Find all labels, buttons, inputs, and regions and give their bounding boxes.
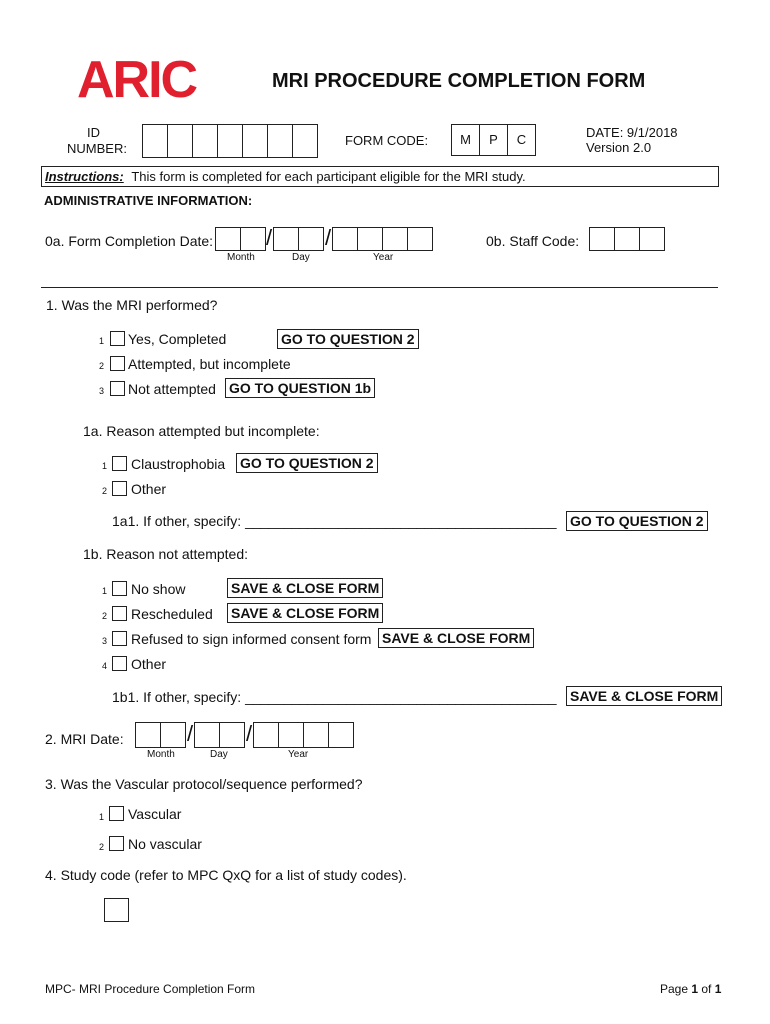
id-label-line1: ID [87,125,100,140]
q1b-rescheduled-label: Rescheduled [131,606,213,622]
q1a1-specify[interactable]: 1a1. If other, specify: ________________________________________ [112,513,557,529]
q1b-refused-label: Refused to sign informed consent form [131,631,372,647]
date-separator: / [325,225,332,250]
form-date: DATE: 9/1/2018 [586,125,678,140]
footer-page-number [660,982,721,996]
q1b-refused-save: SAVE & CLOSE FORM [378,628,534,648]
q1b-rescheduled-checkbox[interactable] [112,606,127,621]
q1-text: 1. Was the MRI performed? [46,297,218,313]
month-caption: Month [227,252,255,263]
staff-code-box[interactable] [614,227,640,251]
id-digit-box[interactable] [167,124,193,158]
id-digit-box[interactable] [292,124,318,158]
year-box[interactable] [382,227,408,251]
q1a1-goto-q2: GO TO QUESTION 2 [566,511,708,531]
q1b-opt1-num: 1 [102,586,108,596]
instructions-box [41,166,719,187]
q1-attempted-label: Attempted, but incomplete [128,356,291,372]
year-box[interactable] [332,227,358,251]
study-code-box[interactable] [104,898,129,922]
id-digit-box[interactable] [192,124,218,158]
id-label-line2: NUMBER: [67,141,127,156]
q0a-label: 0a. Form Completion Date: [45,233,214,249]
day-box[interactable] [298,227,324,251]
q1b-rescheduled-save: SAVE & CLOSE FORM [227,603,383,623]
q1b-no-show-checkbox[interactable] [112,581,127,596]
logo-text: ARIC [77,55,197,101]
q0b-label: 0b. Staff Code: [486,233,580,249]
q3-text: 3. Was the Vascular protocol/sequence performed? [45,776,363,792]
mri-month-caption: Month [147,749,175,760]
date-separator: / [266,225,273,250]
q1a-opt1-num: 1 [102,461,108,471]
mri-year-box[interactable] [328,722,354,748]
q3-no-vascular-checkbox[interactable] [109,836,124,851]
q1b1-save: SAVE & CLOSE FORM [566,686,722,706]
month-box[interactable] [240,227,266,251]
q1a-claustrophobia-checkbox[interactable] [112,456,127,471]
q4-text: 4. Study code (refer to MPC QxQ for a list of study codes). [45,867,407,883]
q1-goto-q1b: GO TO QUESTION 1b [225,378,375,398]
page-prefix: Page [660,982,692,996]
id-digit-box[interactable] [142,124,168,158]
day-box[interactable] [273,227,299,251]
form-code-box-c: C [507,124,536,156]
date-separator: / [187,721,194,746]
q1-opt2-num: 2 [99,361,105,371]
page-of: of [698,982,715,996]
year-caption: Year [373,252,394,263]
q1b1-specify[interactable]: 1b1. If other, specify: ________________________________________ [112,689,557,705]
staff-code-box[interactable] [589,227,615,251]
mri-year-box[interactable] [303,722,329,748]
date-separator: / [246,721,253,746]
q3-opt1-num: 1 [99,812,105,822]
q1b-no-show-save: SAVE & CLOSE FORM [227,578,383,598]
q3-vascular-checkbox[interactable] [109,806,124,821]
q1-not-attempted-label: Not attempted [128,381,216,397]
page-current: 1 [691,982,699,996]
q1-attempted-checkbox[interactable] [110,356,125,371]
q2-text: 2. MRI Date: [45,731,124,747]
mri-day-caption: Day [210,749,228,760]
footer-form-name: MPC- MRI Procedure Completion Form [45,982,256,996]
mri-year-caption: Year [288,749,309,760]
mri-day-box[interactable] [219,722,245,748]
q1a-goto-q2: GO TO QUESTION 2 [236,453,378,473]
q3-no-vascular-label: No vascular [128,836,202,852]
year-box[interactable] [357,227,383,251]
year-box[interactable] [407,227,433,251]
id-digit-box[interactable] [217,124,243,158]
q1a-text: 1a. Reason attempted but incomplete: [83,423,320,439]
q1b-other-checkbox[interactable] [112,656,127,671]
aric-logo-graphic [77,55,212,101]
q1b-no-show-label: No show [131,581,186,597]
q1b-other-label: Other [131,656,167,672]
mri-day-box[interactable] [194,722,220,748]
id-digit-box[interactable] [242,124,268,158]
q1-not-attempted-checkbox[interactable] [110,381,125,396]
q1a-opt2-num: 2 [102,486,108,496]
q1a-other-checkbox[interactable] [112,481,127,496]
day-caption: Day [292,252,310,263]
form-code-label: FORM CODE: [345,133,429,148]
form-code-box-p: P [479,124,508,156]
q3-vascular-label: Vascular [128,806,182,822]
q1b-opt4-num: 4 [102,661,108,671]
instructions-text: This form is completed for each participant eligible for the MRI study. [131,169,526,184]
q1-opt3-num: 3 [99,386,105,396]
form-version: Version 2.0 [586,140,652,155]
staff-code-box[interactable] [639,227,665,251]
q1a-claustrophobia-label: Claustrophobia [131,456,226,472]
page-total: 1 [714,982,722,996]
q3-opt2-num: 2 [99,842,105,852]
mri-year-box[interactable] [253,722,279,748]
form-title: MRI PROCEDURE COMPLETION FORM [272,70,646,92]
form-code-box-m: M [451,124,480,156]
q1b-refused-checkbox[interactable] [112,631,127,646]
q1-opt1-num: 1 [99,336,105,346]
q1-goto-q2: GO TO QUESTION 2 [277,329,419,349]
mri-year-box[interactable] [278,722,304,748]
q1-yes-checkbox[interactable] [110,331,125,346]
q1b-opt2-num: 2 [102,611,108,621]
instructions-label: Instructions: [45,169,124,184]
section-divider [41,287,718,288]
aric-logo [77,55,212,101]
q1a-other-label: Other [131,481,167,497]
q1b-text: 1b. Reason not attempted: [83,546,248,562]
q1b-opt3-num: 3 [102,636,108,646]
mri-month-box[interactable] [160,722,186,748]
month-box[interactable] [215,227,241,251]
admin-heading: ADMINISTRATIVE INFORMATION: [44,193,253,208]
q1-yes-label: Yes, Completed [128,331,227,347]
id-digit-box[interactable] [267,124,293,158]
mri-month-box[interactable] [135,722,161,748]
